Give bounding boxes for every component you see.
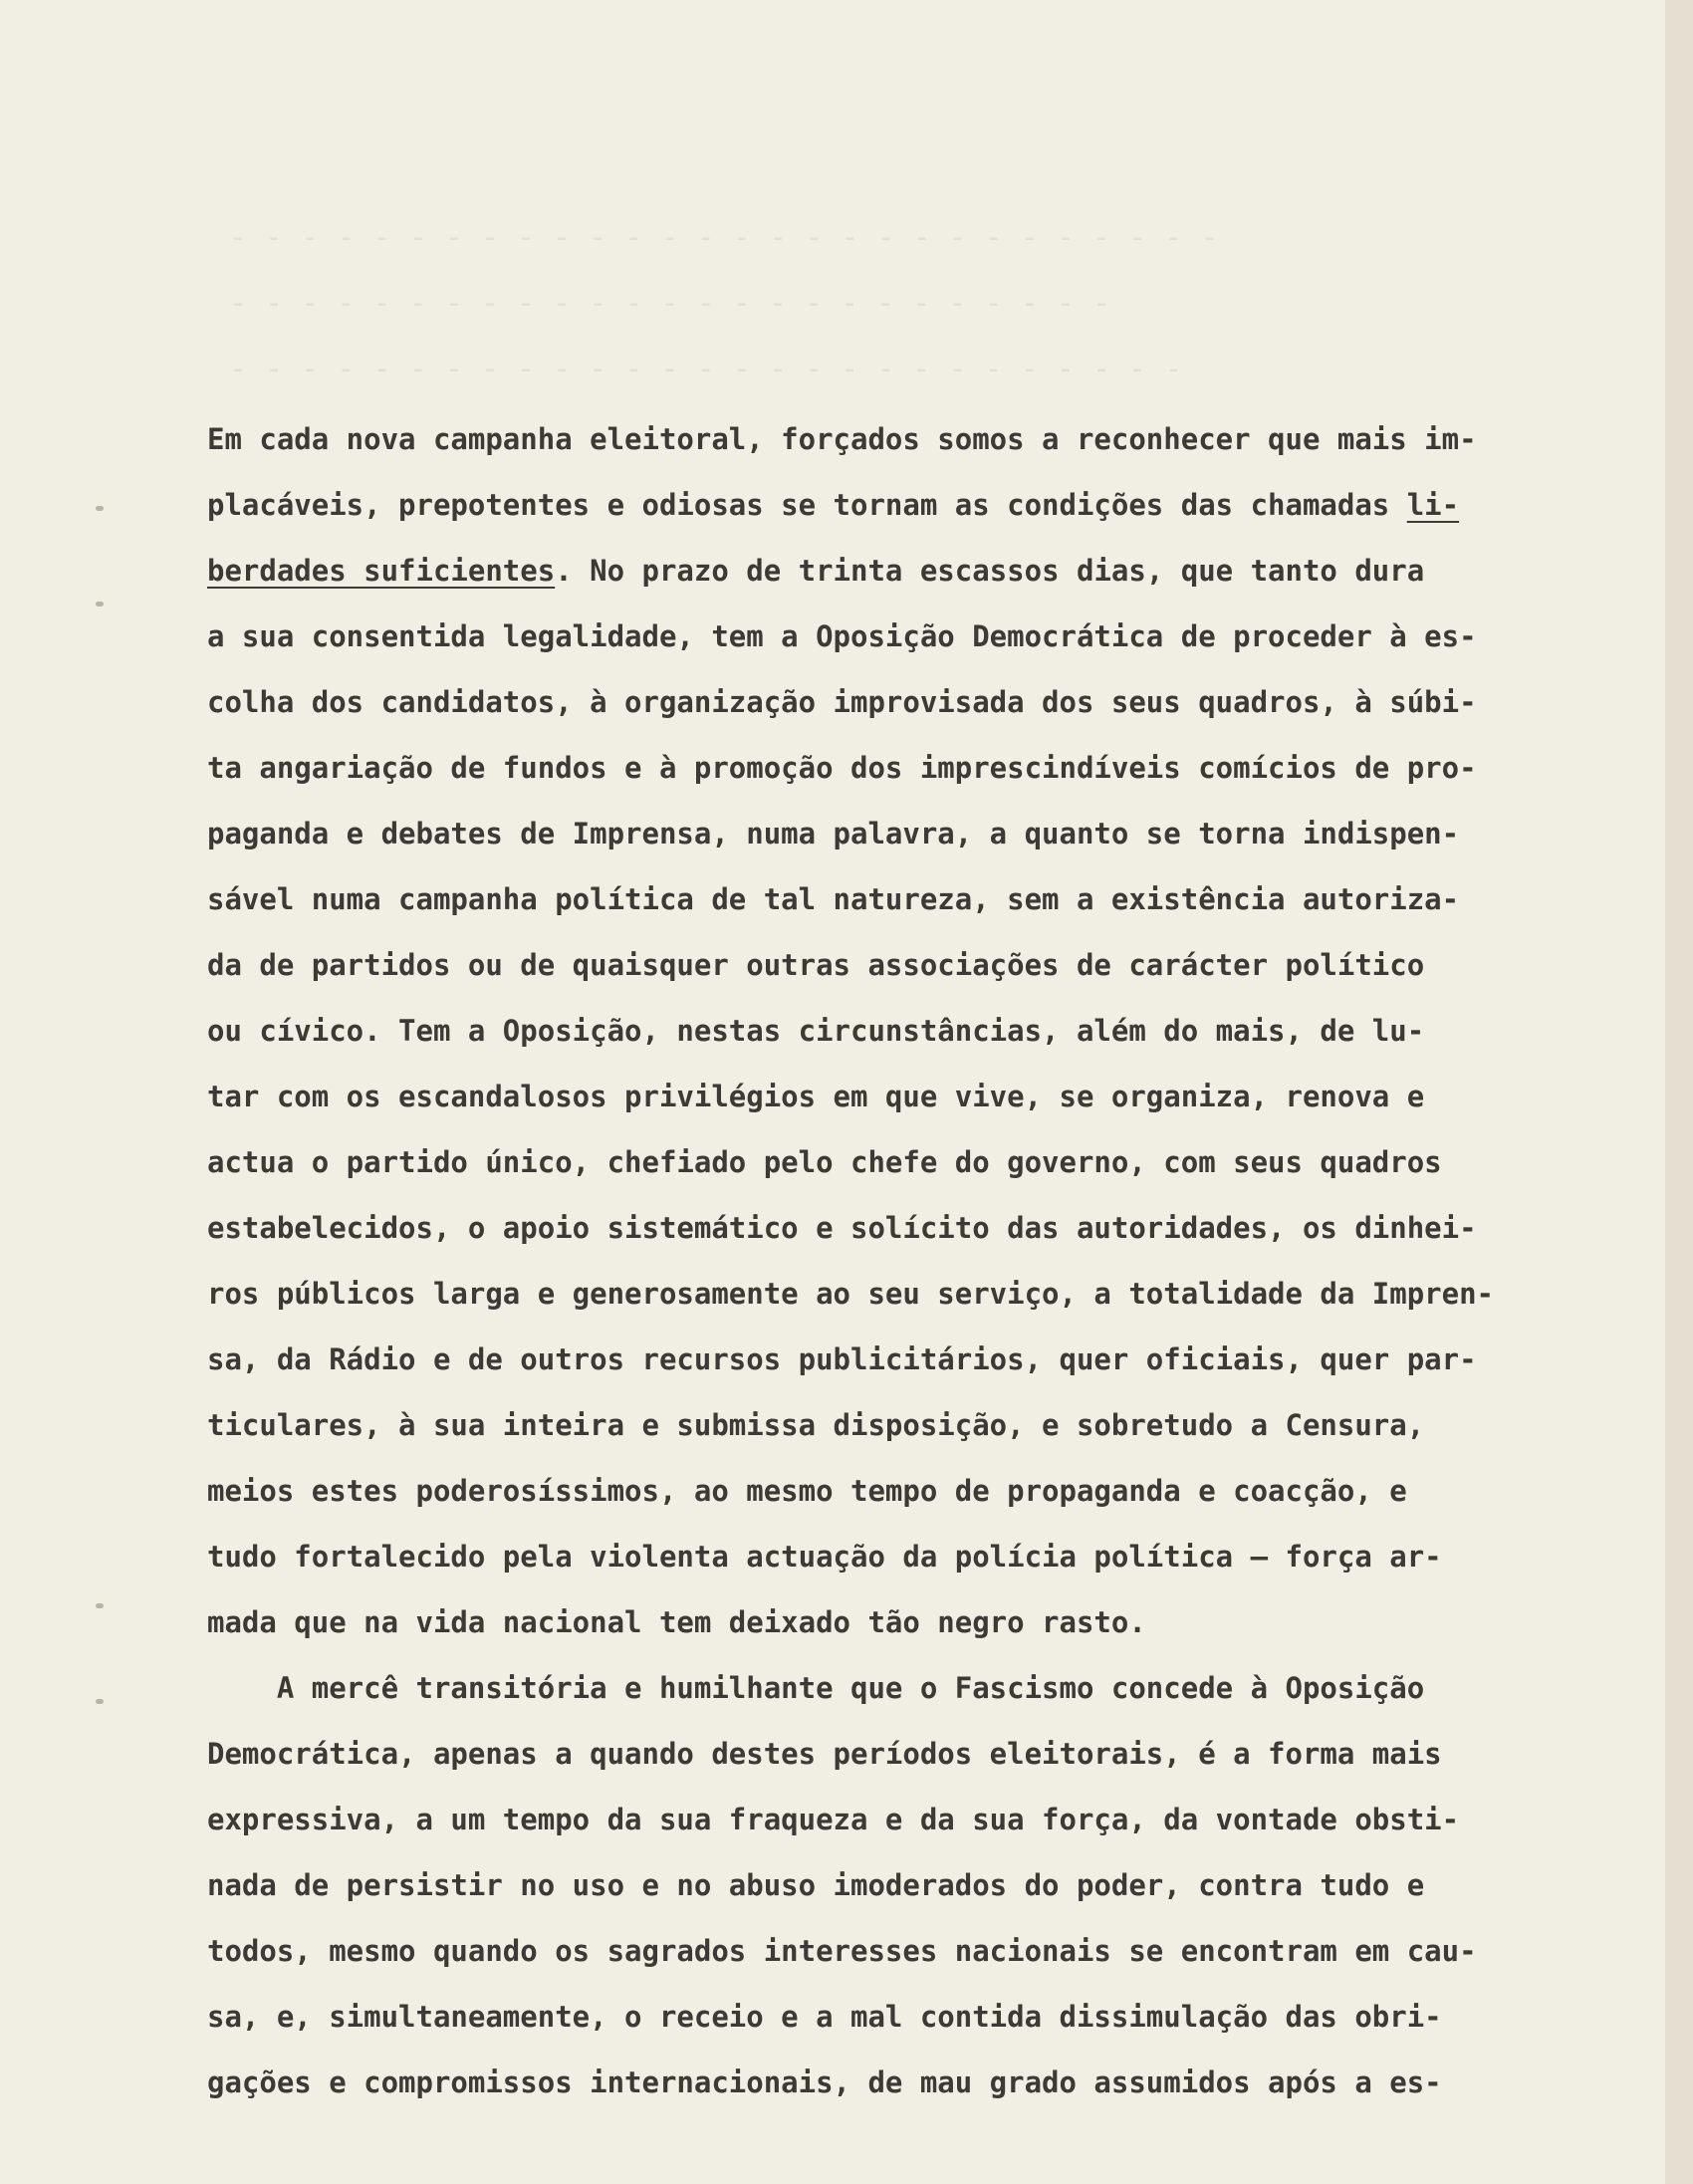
text-line: mada que na vida nacional tem deixado tão negro rasto. (207, 1605, 1146, 1639)
text-line: todos, mesmo quando os sagrados interesses nacionais se encontram em cau- (207, 1934, 1477, 1968)
text-line: expressiva, a um tempo da sua fraqueza e da sua força, da vontade obsti- (207, 1803, 1460, 1836)
text-line: sa, e, simultaneamente, o receio e a mal contida dissimulação das obri- (207, 2000, 1442, 2034)
text-line: tar com os escandalosos privilégios em que vive, se organiza, renova e (207, 1080, 1425, 1113)
text-line: ticulares, à sua inteira e submissa disposição, e sobretudo a Censura, (207, 1408, 1425, 1442)
typed-body (207, 406, 1661, 2115)
punch-mark (96, 506, 104, 511)
text-line: ta angariação de fundos e à promoção dos imprescindíveis comícios de pro- (207, 751, 1477, 785)
text-line (207, 538, 1661, 604)
text-line: sável numa campanha política de tal natureza, sem a existência autoriza- (207, 882, 1460, 916)
text-line: a sua consentida legalidade, tem a Oposição Democrática de proceder à es- (207, 619, 1477, 653)
text-segment: placáveis, prepotentes e odiosas se tornam as condições das chamadas (207, 488, 1407, 522)
text-line: ros públicos larga e generosamente ao seu serviço, a totalidade da Impren- (207, 1277, 1495, 1311)
show-through-text: - - - - - - - - - - - - - - - - - - - - - - - - - - - - - - - - - - - - - - - - - - - - - - - - - - - - - - - - - - - - - - - - - - - - - - - - - - - - - - - - (229, 220, 1219, 386)
text-segment: . No prazo de trinta escassos dias, que tanto dura (555, 554, 1425, 588)
text-line: gações e compromissos internacionais, de mau grado assumidos após a es- (207, 2065, 1442, 2099)
text-line (207, 472, 1661, 538)
paper-edge (1665, 0, 1693, 2184)
text-line: Em cada nova campanha eleitoral, forçados somos a reconhecer que mais im- (207, 422, 1477, 456)
text-line: sa, da Rádio e de outros recursos publicitários, quer oficiais, quer par- (207, 1342, 1477, 1376)
text-line: ou cívico. Tem a Oposição, nestas circunstâncias, além do mais, de lu- (207, 1014, 1425, 1048)
text-line: nada de persistir no uso e no abuso imoderados do poder, contra tudo e (207, 1868, 1425, 1902)
text-line: paganda e debates de Imprensa, numa palavra, a quanto se torna indispen- (207, 817, 1460, 850)
text-line: da de partidos ou de quaisquer outras associações de carácter político (207, 948, 1425, 982)
text-line: meios estes poderosíssimos, ao mesmo tempo de propaganda e coacção, e (207, 1474, 1407, 1508)
text-line: colha dos candidatos, à organização improvisada dos seus quadros, à súbi- (207, 685, 1477, 719)
punch-mark (96, 1603, 104, 1608)
text-line: estabelecidos, o apoio sistemático e solícito das autoridades, os dinhei- (207, 1211, 1477, 1245)
text-line: actua o partido único, chefiado pelo chefe do governo, com seus quadros (207, 1145, 1442, 1179)
underlined-text: berdades suficientes (207, 554, 556, 588)
text-line: Democrática, apenas a quando destes períodos eleitorais, é a forma mais (207, 1737, 1442, 1771)
text-line: A mercê transitória e humilhante que o Fascismo concede à Oposição (207, 1671, 1425, 1705)
punch-mark (96, 602, 104, 607)
punch-mark (96, 1699, 104, 1704)
underlined-text: li- (1406, 488, 1460, 522)
text-line: tudo fortalecido pela violenta actuação da polícia política — força ar- (207, 1540, 1442, 1574)
